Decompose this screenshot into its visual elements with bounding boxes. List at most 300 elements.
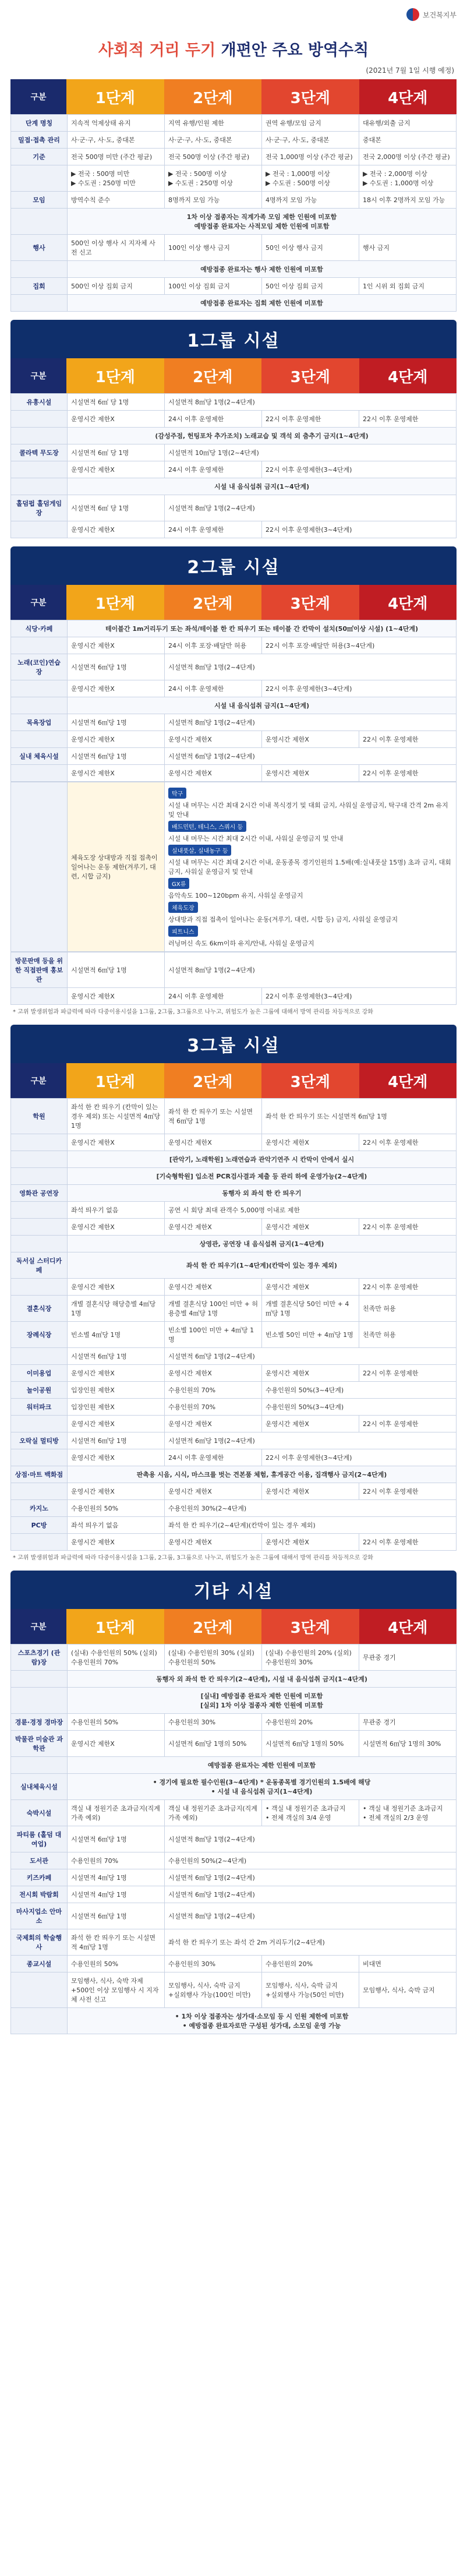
other-row-label [11, 1757, 68, 1774]
other-cell: 모임행사, 식사, 숙박 금지 +실외행사 가능(100인 미만) [165, 1972, 262, 2008]
overview-cell: 50인 이상 집회 금지 [262, 278, 359, 295]
group1-span-cell: 시설 내 음식섭취 금지(1~4단계) [68, 478, 457, 495]
other-row-label [11, 1826, 68, 1852]
group3-cell: 운영시간 제한X [262, 1534, 359, 1551]
overview-row-label [11, 115, 68, 132]
group3-cell: 입장인원 제한X [68, 1382, 165, 1399]
group3-row-label [11, 1202, 68, 1219]
sport-tags-table [10, 782, 457, 952]
sport-tag: 탁구 [168, 788, 186, 799]
stage-s3: 3단계 [261, 1063, 359, 1098]
group3-cell: 운영시간 제한X [68, 1219, 165, 1236]
overview-label-text: 기준 [33, 153, 45, 161]
other-row [11, 1929, 457, 1956]
other-row-label [11, 1903, 68, 1929]
group1-cell: 시설면적 6㎡ 당 1명 [68, 394, 165, 411]
group3-label-text: 학원 [33, 1113, 45, 1120]
group3-row [11, 1416, 457, 1432]
group3-cell: 친족만 허용 [359, 1296, 457, 1322]
group2-row-label [11, 765, 68, 782]
other-row-label [11, 1645, 68, 1671]
group2-table [10, 620, 457, 782]
stage-s2: 2단계 [164, 1609, 262, 1644]
other-cell: 시설면적 6㎡당 1명(2~4단계) [165, 1869, 457, 1886]
group1-row [11, 444, 457, 461]
group3-label-text: 결혼식장 [26, 1305, 52, 1312]
group3-row [11, 1151, 457, 1168]
group2-cell: 운영시간 제한X [68, 637, 165, 654]
sport-tag: 배드민턴, 테니스, 스쿼시 등 [168, 821, 246, 832]
other-row-label [11, 1731, 68, 1757]
overview-section [10, 79, 457, 312]
group3-footnote: * 고위 발생위험과 파급력에 따라 다중이용시설을 1그룹, 2그룹, 3그룹으로 나누고, 위험도가 높은 그룹에 대해서 방역 관리를 차등적으로 강화 [13, 1555, 373, 1561]
overview-row [11, 295, 457, 312]
group1-label-text: 유흥시설 [26, 398, 52, 406]
group2-title: 2그룹 시설 [10, 546, 457, 585]
group3-row-label [11, 1365, 68, 1382]
overview-table [10, 114, 457, 312]
group3-cell: 22시 이후 운영제한 [359, 1219, 457, 1236]
group2-row [11, 714, 457, 731]
overview-cell: 지역 유행/인원 제한 [165, 115, 262, 132]
other-row [11, 1869, 457, 1886]
group3-cell: 22시 이후 운영제한(3~4단계) [262, 1449, 457, 1466]
other-section [10, 1571, 457, 2034]
overview-cell: 사·군·구, 사·도, 중대본 [262, 132, 359, 149]
stage-header [10, 1609, 457, 1644]
group2-row-label [11, 697, 68, 714]
overview-label-text: 집회 [33, 283, 45, 290]
group3-row [11, 1168, 457, 1185]
group1-row [11, 495, 457, 521]
other-row-label [11, 2008, 68, 2034]
other-row [11, 1852, 457, 1869]
group3-label-text: 이미용업 [26, 1370, 52, 1377]
overview-cell: 8명까지 모임 가능 [165, 192, 262, 209]
stage-col0: 구분 [10, 79, 66, 114]
group3-label-text: 오락실 멀티방 [19, 1437, 59, 1445]
group1-cell: 시설면적 6㎡ 당 1명 [68, 495, 165, 521]
overview-cell: ▶ 전국 : 2,000명 이상 ▶ 수도권 : 1,000명 이상 [359, 165, 457, 192]
other-cell: 비대면 [359, 1956, 457, 1972]
other-label-text: 마사지업소 안마소 [16, 1908, 62, 1925]
group1-title: 1그룹 시설 [10, 320, 457, 358]
sport-tag-desc: 러닝머신 속도 6km이하 유지/안내, 사워실 운영금지 [168, 940, 314, 947]
group3-span-cell: [관악기, 노래학원] 노래연습과 관악기연주 시 칸막이 안에서 실시 [68, 1151, 457, 1168]
group2-label-text: 식당·카페 [25, 625, 53, 633]
other-cell: 수용인원의 20% [262, 1714, 359, 1731]
other-row [11, 1757, 457, 1774]
other-row-label [11, 1929, 68, 1956]
group3-row [11, 1202, 457, 1219]
other-row-label [11, 1972, 68, 2008]
overview-label-text: 단계 명칭 [25, 119, 53, 127]
group3-cell: 운영시간 제한X [165, 1483, 262, 1500]
overview-cell: 대유행/외출 금지 [359, 115, 457, 132]
group2-row-label [11, 748, 68, 765]
group2-row-label [11, 731, 68, 748]
group2-label-text: 노래(코인)연습장 [17, 659, 61, 676]
overview-row-label [11, 235, 68, 261]
group1-cell: 운영시간 제한X [68, 411, 165, 428]
other-cell: • 객실 내 정원기준 초과금지 • 전체 객실의 3/4 운영 [262, 1800, 359, 1826]
group2-row [11, 680, 457, 697]
other-cell: 시설면적 6㎡당 1명의 30% [359, 1731, 457, 1757]
group3-row [11, 1322, 457, 1348]
group2-cell: 운영시간 제한X [68, 680, 165, 697]
group3-cell: 운영시간 제한X [165, 1365, 262, 1382]
other-cell: 좌석 한 칸 띄우기 또는 좌석 간 2m 거리두기(2~4단계) [165, 1929, 457, 1956]
group2-row [11, 748, 457, 765]
group3-row-label [11, 1219, 68, 1236]
group2-row [11, 765, 457, 782]
other-row-label [11, 1852, 68, 1869]
group2-extra-table [10, 952, 457, 1005]
sport-tags-row [11, 782, 457, 952]
group3-cell: 22시 이후 운영제한 [359, 1416, 457, 1432]
stage-col0: 구분 [10, 1609, 66, 1644]
group3-row-label [11, 1517, 68, 1534]
group1-cell: 운영시간 제한X [68, 461, 165, 478]
overview-row-label [11, 209, 68, 235]
other-label-text: 종교시설 [26, 1960, 52, 1968]
group1-table [10, 393, 457, 538]
overview-cell: 전국 500명 이상 (주간 평균) [165, 149, 262, 165]
overview-cell: 100인 이상 집회 금지 [165, 278, 262, 295]
group3-row-label [11, 1296, 68, 1322]
group3-row [11, 1432, 457, 1449]
group3-cell: 운영시간 제한X [68, 1483, 165, 1500]
group3-row-label [11, 1466, 68, 1483]
other-row [11, 1714, 457, 1731]
group2-extra-row [11, 988, 457, 1005]
stage-s4: 4단계 [359, 79, 457, 114]
other-label-text: 국제회의 학술행사 [16, 1934, 62, 1951]
group3-cell: 운영시간 제한X [68, 1416, 165, 1432]
group2-cell: 시설면적 6㎡당 1명 [68, 748, 165, 765]
other-row [11, 1731, 457, 1757]
group2-cell: 운영시간 제한X [68, 731, 165, 748]
group2-cell: 시설면적 6㎡당 1명(2~4단계) [165, 748, 457, 765]
group3-row-label [11, 1500, 68, 1517]
group1-row-label [11, 478, 68, 495]
group3-row-label [11, 1432, 68, 1449]
group2-extra-label-text: 방문판매 등을 위한 직접판매 홍보관 [15, 957, 63, 983]
group1-row [11, 411, 457, 428]
other-span-cell: • 1차 이상 접종자는 성가대·소모임 등 시 인원 제한에 미포함 • 예방접종 완료자로만 구성된 성가대, 소모임 운영 가능 [68, 2008, 457, 2034]
group3-row-label [11, 1168, 68, 1185]
overview-row [11, 278, 457, 295]
effective-date: (2021년 7월 1일 시행 예정) [366, 66, 454, 75]
group3-row [11, 1236, 457, 1252]
stage-s2: 2단계 [164, 358, 262, 393]
group2-span-cell: 시설 내 음식섭취 금지(1~4단계) [68, 697, 457, 714]
group3-row-label [11, 1322, 68, 1348]
group3-label-text: 영화관 공연장 [19, 1190, 59, 1197]
group3-row [11, 1382, 457, 1399]
group3-cell: 운영시간 제한X [262, 1483, 359, 1500]
group1-row [11, 521, 457, 538]
group2-extra-row [11, 952, 457, 988]
group3-cell: 좌석 띄우기 없음 [68, 1517, 165, 1534]
overview-cell: 50인 이상 행사 금지 [262, 235, 359, 261]
group2-extra-row-label [11, 952, 68, 988]
other-cell: 객실 내 정원기준 초과금지(직계가족 예외) [68, 1800, 165, 1826]
group3-row [11, 1185, 457, 1202]
group3-span-cell: 동행자 외 좌석 한 칸 띄우기 [68, 1185, 457, 1202]
group3-cell: 운영시간 제한X [165, 1279, 262, 1296]
group2-cell: 운영시간 제한X [262, 731, 359, 748]
other-cell: 객실 내 정원기준 초과금지(직계가족 예외) [165, 1800, 262, 1826]
sport-tag-desc: 시설 내 머무는 시간 최대 2시간 이내, 사워실 운영금지 및 안내 [168, 835, 344, 842]
group2-cell: 시설면적 6㎡당 1명 [68, 714, 165, 731]
group3-cell: 운영시간 제한X [165, 1534, 262, 1551]
group2-footnote: * 고위 발생위험과 파급력에 따라 다중이용시설을 1그룹, 2그룹, 3그룹으로 나누고, 위험도가 높은 그룹에 대해서 방역 관리를 차등적으로 강화 [13, 1009, 373, 1015]
group3-cell: 수용인원의 30%(2~4단계) [165, 1500, 457, 1517]
group3-cell: 좌석 한 칸 띄우기 또는 시설면적 6㎡당 1명 [262, 1099, 457, 1134]
group3-cell: 빈소별 100인 미만 + 4㎡당 1명 [165, 1322, 262, 1348]
group3-span-cell: 판촉용 시음, 시식, 마스크를 벗는 견본품 체험, 휴게공간 이용, 집객행사 금지(2~4단계) [68, 1466, 457, 1483]
other-cell: 수용인원의 30% [165, 1714, 262, 1731]
overview-cell: 행사 금지 [359, 235, 457, 261]
other-row [11, 1903, 457, 1929]
other-cell: 시설면적 8㎡당 1명(2~4단계) [165, 1903, 457, 1929]
stage-header [10, 358, 457, 393]
stage-col0: 구분 [10, 358, 66, 393]
other-cell: 시설면적 6㎡당 1명(2~4단계) [165, 1886, 457, 1903]
group3-row-label [11, 1534, 68, 1551]
group3-cell: 수용인원의 50%(3~4단계) [262, 1382, 457, 1399]
group3-row-label [11, 1185, 68, 1202]
stage-header [10, 79, 457, 114]
other-row-label [11, 1800, 68, 1826]
overview-cell: ▶ 전국 : 500명 미만 ▶ 수도권 : 250명 미만 [68, 165, 165, 192]
overview-row [11, 165, 457, 192]
group3-cell: 운영시간 제한X [262, 1279, 359, 1296]
stage-s3: 3단계 [261, 585, 359, 620]
group3-cell: 입장인원 제한X [68, 1399, 165, 1416]
ministry-name: 보건복지부 [423, 10, 457, 19]
overview-label-text: 밀접·접촉 관리 [18, 136, 60, 144]
other-row-label [11, 1671, 68, 1688]
stage-header [10, 1063, 457, 1098]
group2-cell: 22시 이후 포장·배달만 허용(3~4단계) [262, 637, 457, 654]
group3-cell: 운영시간 제한X [262, 1365, 359, 1382]
page-title [0, 34, 467, 65]
group1-cell: 22시 이후 운영제한(3~4단계) [262, 461, 457, 478]
group2-label-text: 실내 체육시설 [19, 753, 59, 760]
group3-cell: 개별 결혼식당 해당층별 4㎡당 1명 [68, 1296, 165, 1322]
group2-span-cell: 테이블간 1m거리두기 또는 좌석/테이블 한 칸 띄우기 또는 테이블 간 칸막이 설치(50㎡이상 시설) (1~4단계) [68, 620, 457, 637]
other-cell: 운영시간 제한X [68, 1731, 165, 1757]
other-row [11, 1774, 457, 1800]
other-label-text: 도서관 [30, 1857, 48, 1865]
stage-s1: 1단계 [66, 1609, 164, 1644]
other-label-text: 숙박시설 [26, 1809, 52, 1817]
group3-cell: 시설면적 6㎡당 1명 [68, 1432, 165, 1449]
group1-row [11, 428, 457, 444]
overview-row [11, 261, 457, 278]
other-cell: • 객실 내 정원기준 초과금지 • 전체 객실의 2/3 운영 [359, 1800, 457, 1826]
stage-s2: 2단계 [164, 1063, 262, 1098]
group1-row-label [11, 521, 68, 538]
stage-s1: 1단계 [66, 79, 164, 114]
other-label-text: 키즈카페 [26, 1874, 52, 1882]
other-row [11, 1688, 457, 1714]
stage-s2: 2단계 [164, 79, 262, 114]
other-row [11, 1645, 457, 1671]
group1-cell: 시설면적 8㎡당 1명(2~4단계) [165, 495, 457, 521]
group3-label-text: 카지노 [30, 1505, 48, 1512]
group1-row-label [11, 428, 68, 444]
sport-tag: GX류 [168, 878, 189, 889]
group2-cell: 시설면적 6㎡당 1명 [68, 654, 165, 680]
other-span-cell: [실내] 예방접종 완료자 제한 인원에 미포함 [실외] 1차 이상 접종자 제한 인원에 미포함 [68, 1688, 457, 1714]
group1-label-text: 홀덤펍 홀덤게임장 [16, 500, 62, 517]
group3-cell: 운영시간 제한X [262, 1219, 359, 1236]
group3-cell: 수용인원의 50%(3~4단계) [262, 1399, 457, 1416]
other-label-text: 파티룸 (홀덤 대여업) [16, 1831, 62, 1848]
other-span-cell: • 경기에 필요한 필수인원(3~4단계) * 운동종목별 경기인원의 1.5배에 해당 • 시설 내 음식섭취 금지(1~4단계) [68, 1774, 457, 1800]
other-cell: 시설면적 8㎡당 1명(2~4단계) [165, 1826, 457, 1852]
group3-cell: 22시 이후 운영제한 [359, 1279, 457, 1296]
group2-row-label [11, 654, 68, 680]
overview-row-label [11, 165, 68, 192]
other-row [11, 1826, 457, 1852]
other-cell: 시설면적 6㎡당 1명 [68, 1903, 165, 1929]
group3-cell: 수용인원의 50% [68, 1500, 165, 1517]
group3-span-cell: 좌석 한 칸 띄우기(1~4단계)(칸막이 있는 경우 제외) [68, 1252, 457, 1279]
other-cell: 시설면적 6㎡당 1명 [68, 1826, 165, 1852]
group2-row-label [11, 680, 68, 697]
group3-row [11, 1466, 457, 1483]
title-highlight: 사회적 거리 두기 [98, 41, 216, 59]
group3-row-label [11, 1236, 68, 1252]
stage-s3: 3단계 [261, 1609, 359, 1644]
group3-cell: 친족만 허용 [359, 1322, 457, 1348]
group3-row [11, 1279, 457, 1296]
overview-cell: 500인 이상 집회 금지 [68, 278, 165, 295]
other-label-text: 경륜·경정 경마장 [15, 1718, 63, 1726]
top-bar [0, 0, 467, 34]
group3-cell: 운영시간 제한X [165, 1134, 262, 1151]
group2-cell: 24시 이후 운영제한 [165, 680, 262, 697]
overview-cell: 권역 유행/모임 금지 [262, 115, 359, 132]
group1-cell: 22시 이후 운영제한(3~4단계) [262, 521, 457, 538]
overview-row [11, 209, 457, 235]
group2-row [11, 654, 457, 680]
overview-label-text: 행사 [33, 244, 45, 252]
other-cell: 수용인원의 30% [165, 1956, 262, 1972]
group3-cell: 수용인원의 70% [165, 1399, 262, 1416]
group3-row [11, 1483, 457, 1500]
other-row-label [11, 1688, 68, 1714]
group1-row [11, 461, 457, 478]
contact-sport-cell: 체육도장 상대방과 직접 접촉이 일어나는 운동 제한(겨루기, 대련, 시합 금지) [68, 782, 165, 952]
group3-table [10, 1098, 457, 1551]
overview-cell: ▶ 전국 : 1,000명 이상 ▶ 수도권 : 500명 이상 [262, 165, 359, 192]
group2-cell: 운영시간 제한X [68, 765, 165, 782]
overview-cell: 1인 시위 외 집회 금지 [359, 278, 457, 295]
other-cell: 수용인원의 70% [68, 1852, 165, 1869]
stage-s4: 4단계 [359, 1063, 457, 1098]
other-cell: 무관중 경기 [359, 1645, 457, 1671]
group3-row-label [11, 1483, 68, 1500]
group2-extra-cell: 시설면적 8㎡당 1명(2~4단계) [165, 952, 457, 988]
group3-row-label [11, 1416, 68, 1432]
group3-cell: 시설면적 6㎡당 1명(2~4단계) [165, 1348, 457, 1365]
group1-row-label [11, 444, 68, 461]
group2-cell: 22시 이후 운영제한(3~4단계) [262, 680, 457, 697]
overview-row [11, 115, 457, 132]
other-label-text: 스포츠경기 (관람)장 [17, 1649, 61, 1666]
group3-title: 3그룹 시설 [10, 1025, 457, 1063]
overview-cell: 500인 이상 행사 시 지자체 사전 신고 [68, 235, 165, 261]
group2-extra-cell: 시설면적 6㎡당 1명 [68, 952, 165, 988]
group3-cell: 22시 이후 운영제한 [359, 1134, 457, 1151]
group3-cell: 좌석 한 칸 띄우기 (칸막이 있는 경우 제외) 또는 시설면적 4㎡당 1명 [68, 1099, 165, 1134]
overview-row [11, 235, 457, 261]
overview-row-label [11, 149, 68, 165]
other-title: 기타 시설 [10, 1571, 457, 1609]
group3-label-text: 장례식장 [26, 1331, 52, 1339]
group3-row [11, 1348, 457, 1365]
group2-extra-cell: 운영시간 제한X [68, 988, 165, 1005]
group3-label-text: 놀이공원 [26, 1386, 52, 1394]
group3-cell: 시설면적 6㎡당 1명 [68, 1348, 165, 1365]
group1-row-label [11, 495, 68, 521]
group1-label-text: 콜라텍 무도장 [19, 449, 59, 457]
other-cell: 수용인원의 50% [68, 1714, 165, 1731]
stage-s3: 3단계 [261, 79, 359, 114]
overview-span-cell: 예방접종 완료자는 행사 제한 인원에 미포함 [68, 261, 457, 278]
group2-cell: 시설면적 8㎡당 1명(2~4단계) [165, 714, 457, 731]
group3-label-text: 독서실 스터디카페 [16, 1257, 62, 1274]
sport-tag-desc: 상대방과 직접 접촉이 일어나는 운동(겨루기, 대련, 시합 등) 금지, 사워실 운영금지 [168, 916, 398, 923]
stage-s3: 3단계 [261, 358, 359, 393]
group3-row-label [11, 1134, 68, 1151]
overview-cell: 4명까지 모임 가능 [262, 192, 359, 209]
group3-row-label [11, 1399, 68, 1416]
overview-row-label [11, 278, 68, 295]
group3-cell: 좌석 한 칸 띄우기(2~4단계)(칸막이 있는 경우 제외) [165, 1517, 457, 1534]
other-row-label [11, 1774, 68, 1800]
group3-row [11, 1365, 457, 1382]
overview-row-label [11, 192, 68, 209]
stage-header [10, 585, 457, 620]
group3-cell: 빈소별 50인 미만 + 4㎡당 1명 [262, 1322, 359, 1348]
other-cell: (실내) 수용인원의 50% (실외) 수용인원의 70% [68, 1645, 165, 1671]
group3-row-label [11, 1151, 68, 1168]
other-table [10, 1644, 457, 2034]
group1-cell: 24시 이후 운영제한 [165, 411, 262, 428]
overview-span-cell: 예방접종 완료자는 집회 제한 인원에 미포함 [68, 295, 457, 312]
group3-row [11, 1500, 457, 1517]
overview-row [11, 192, 457, 209]
group1-cell: 22시 이후 운영제한 [262, 411, 359, 428]
group2-row-label [11, 637, 68, 654]
other-label-text: 실내체육시설 [20, 1783, 58, 1791]
sport-tag-desc: 시설 내 머무는 시간 최대 2시간 이내, 운동종목 경기인원의 1.5배(예:실내풋살 15명) 초과 금지, 대회금지, 사워실 운영금지 및 안내 [168, 859, 451, 876]
group2-section [10, 546, 457, 1017]
stage-col0: 구분 [10, 1063, 66, 1098]
group2-extra-row-label [11, 988, 68, 1005]
other-cell: 시설면적 4㎡당 1명 [68, 1869, 165, 1886]
other-cell: 모임행사, 식사, 숙박 자제 +500인 이상 모임행사 시 지자체 사전 신고 [68, 1972, 165, 2008]
other-label-text: 전시회 박람회 [19, 1891, 59, 1899]
group3-row-label [11, 1099, 68, 1134]
group3-label-text: 상점·마트 백화점 [15, 1471, 63, 1478]
